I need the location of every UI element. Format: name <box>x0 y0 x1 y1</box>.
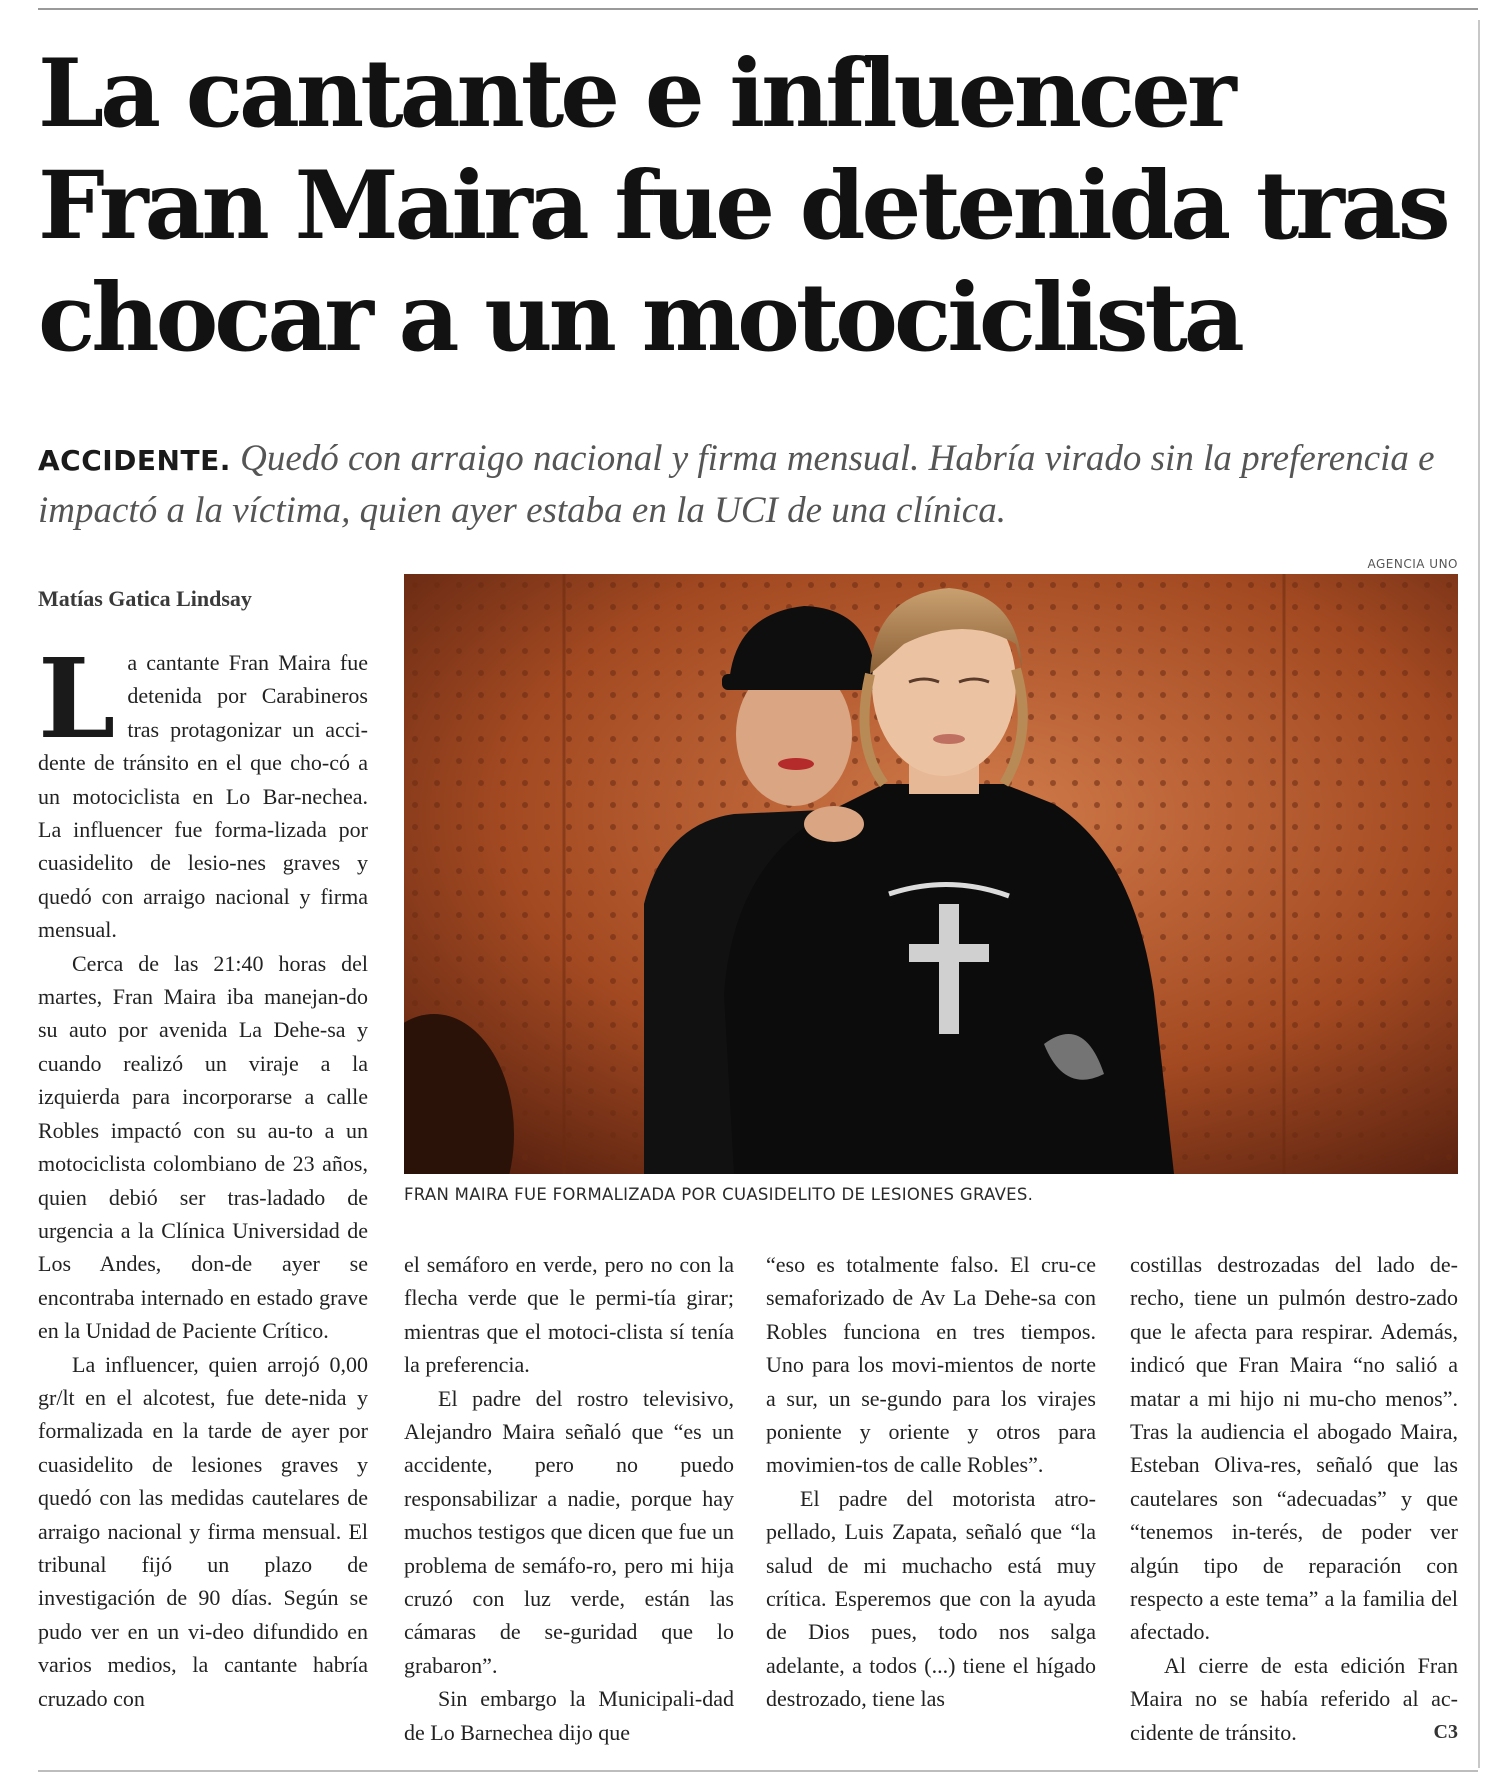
article-column-1 <box>38 634 368 1715</box>
deck <box>38 434 1458 536</box>
photo-credit: AGENCIA UNO <box>1367 557 1458 571</box>
headline-line: Fran Maira fue detenida tras <box>38 151 1447 261</box>
courtroom-photo-icon <box>404 574 1458 1174</box>
paragraph: “eso es totalmente falso. El cru-ce semaforizado de Av La Dehe-sa con Robles funciona en tres tiempos. Uno para los movi-mientos de norte a sur, un se-gundo para los virajes poniente y oriente y otros para movimien-tos de calle Robles”. <box>766 1252 1096 1478</box>
headline-line: La cantante e influencer <box>38 39 1233 149</box>
article-photo <box>404 574 1458 1174</box>
paragraph: La influencer, quien arrojó 0,00 gr/lt en el alcotest, fue dete-nida y formalizada en la tarde de ayer por cuasidelito de lesiones graves y quedó con las medidas cautelares de arraigo nacional y firma mensual. El tribunal fijó un plazo de investigación de 90 días. Según se pudo ver en un vi-deo difundido en varios medios, la cantante habría cruzado con <box>38 1351 368 1711</box>
paragraph <box>1130 1649 1458 1749</box>
paragraph: El padre del motorista atro-pellado, Luis Zapata, señaló que “la salud de mi muchacho está muy crítica. Esperemos que con la ayuda de Dios pues, todo nos salga adelante, a todos (...) tiene el hígado destrozado, tiene las <box>766 1485 1096 1712</box>
paragraph: a cantante Fran Maira fue detenida por Carabineros tras protagonizar un acci-dente de tránsito en el que cho-có a un motociclista en Lo Bar-nechea. La influencer fue forma-lizada por cuasidelito de lesio-nes graves y quedó con arraigo nacional y firma mensual. <box>38 650 368 943</box>
paragraph: Cerca de las 21:40 horas del martes, Fran Maira iba manejan-do su auto por avenida La Dehe-sa y cuando realizó un viraje a la izquierda para incorporarse a calle Robles impactó con su au-to a un motociclista colombiano de 23 años, quien debió ser tras-ladado de urgencia a la Clínica Universidad de Los Andes, don-de ayer se encontraba internado en estado grave en la Unidad de Paciente Crítico. <box>38 950 368 1344</box>
headline-line: chocar a un motociclista <box>38 263 1241 373</box>
drop-cap: L <box>38 634 116 763</box>
article-column-2 <box>404 1248 734 1749</box>
article-column-3 <box>766 1248 1096 1716</box>
column-edge-rule <box>1478 20 1480 1768</box>
headline <box>38 38 1458 374</box>
end-mark-icon: C3 <box>1433 1720 1458 1743</box>
paragraph: costillas destrozadas del lado de-recho, tiene un pulmón destro-zado que le afecta para respirar. Además, indicó que Fran Maira “no salió a matar a mi hijo ni mu-cho menos”. Tras la audiencia el abogado Maira, Esteban Oliva-res, señaló que las cautelares son “adecuadas” y que “tenemos in-terés, de poder ver algún tipo de reparación con respecto a este tema” a la familia del afectado. <box>1130 1252 1458 1645</box>
top-rule <box>38 8 1478 10</box>
byline: Matías Gatica Lindsay <box>38 586 252 611</box>
article-column-4 <box>1130 1248 1458 1749</box>
section-kicker: ACCIDENTE. <box>38 444 231 477</box>
photo-caption: FRAN MAIRA FUE FORMALIZADA POR CUASIDELITO DE LESIONES GRAVES. <box>404 1185 1034 1204</box>
closing-paragraph: Al cierre de esta edición Fran Maira no se había referido al ac-cidente de tránsito. <box>1130 1652 1458 1745</box>
paragraph: El padre del rostro televisivo, Alejandro Maira señaló que “es un accidente, pero no puedo responsabilizar a nadie, porque hay muchos testigos que dicen que fue un problema de semáfo-ro, pero mi hija cruzó con luz verde, están las cámaras de se-guridad que lo grabaron”. <box>404 1385 734 1678</box>
deck-text: Quedó con arraigo nacional y firma mensual. Habría virado sin la preferencia e impactó a la víctima, quien ayer estaba en la UCI de una clínica. <box>38 438 1435 531</box>
paragraph: Sin embargo la Municipali-dad de Lo Barnechea dijo que <box>404 1686 734 1745</box>
bottom-rule <box>38 1770 1478 1772</box>
paragraph: el semáforo en verde, pero no con la flecha verde que le permi-tía girar; mientras que el motoci-clista sí tenía la preferencia. <box>404 1252 734 1378</box>
